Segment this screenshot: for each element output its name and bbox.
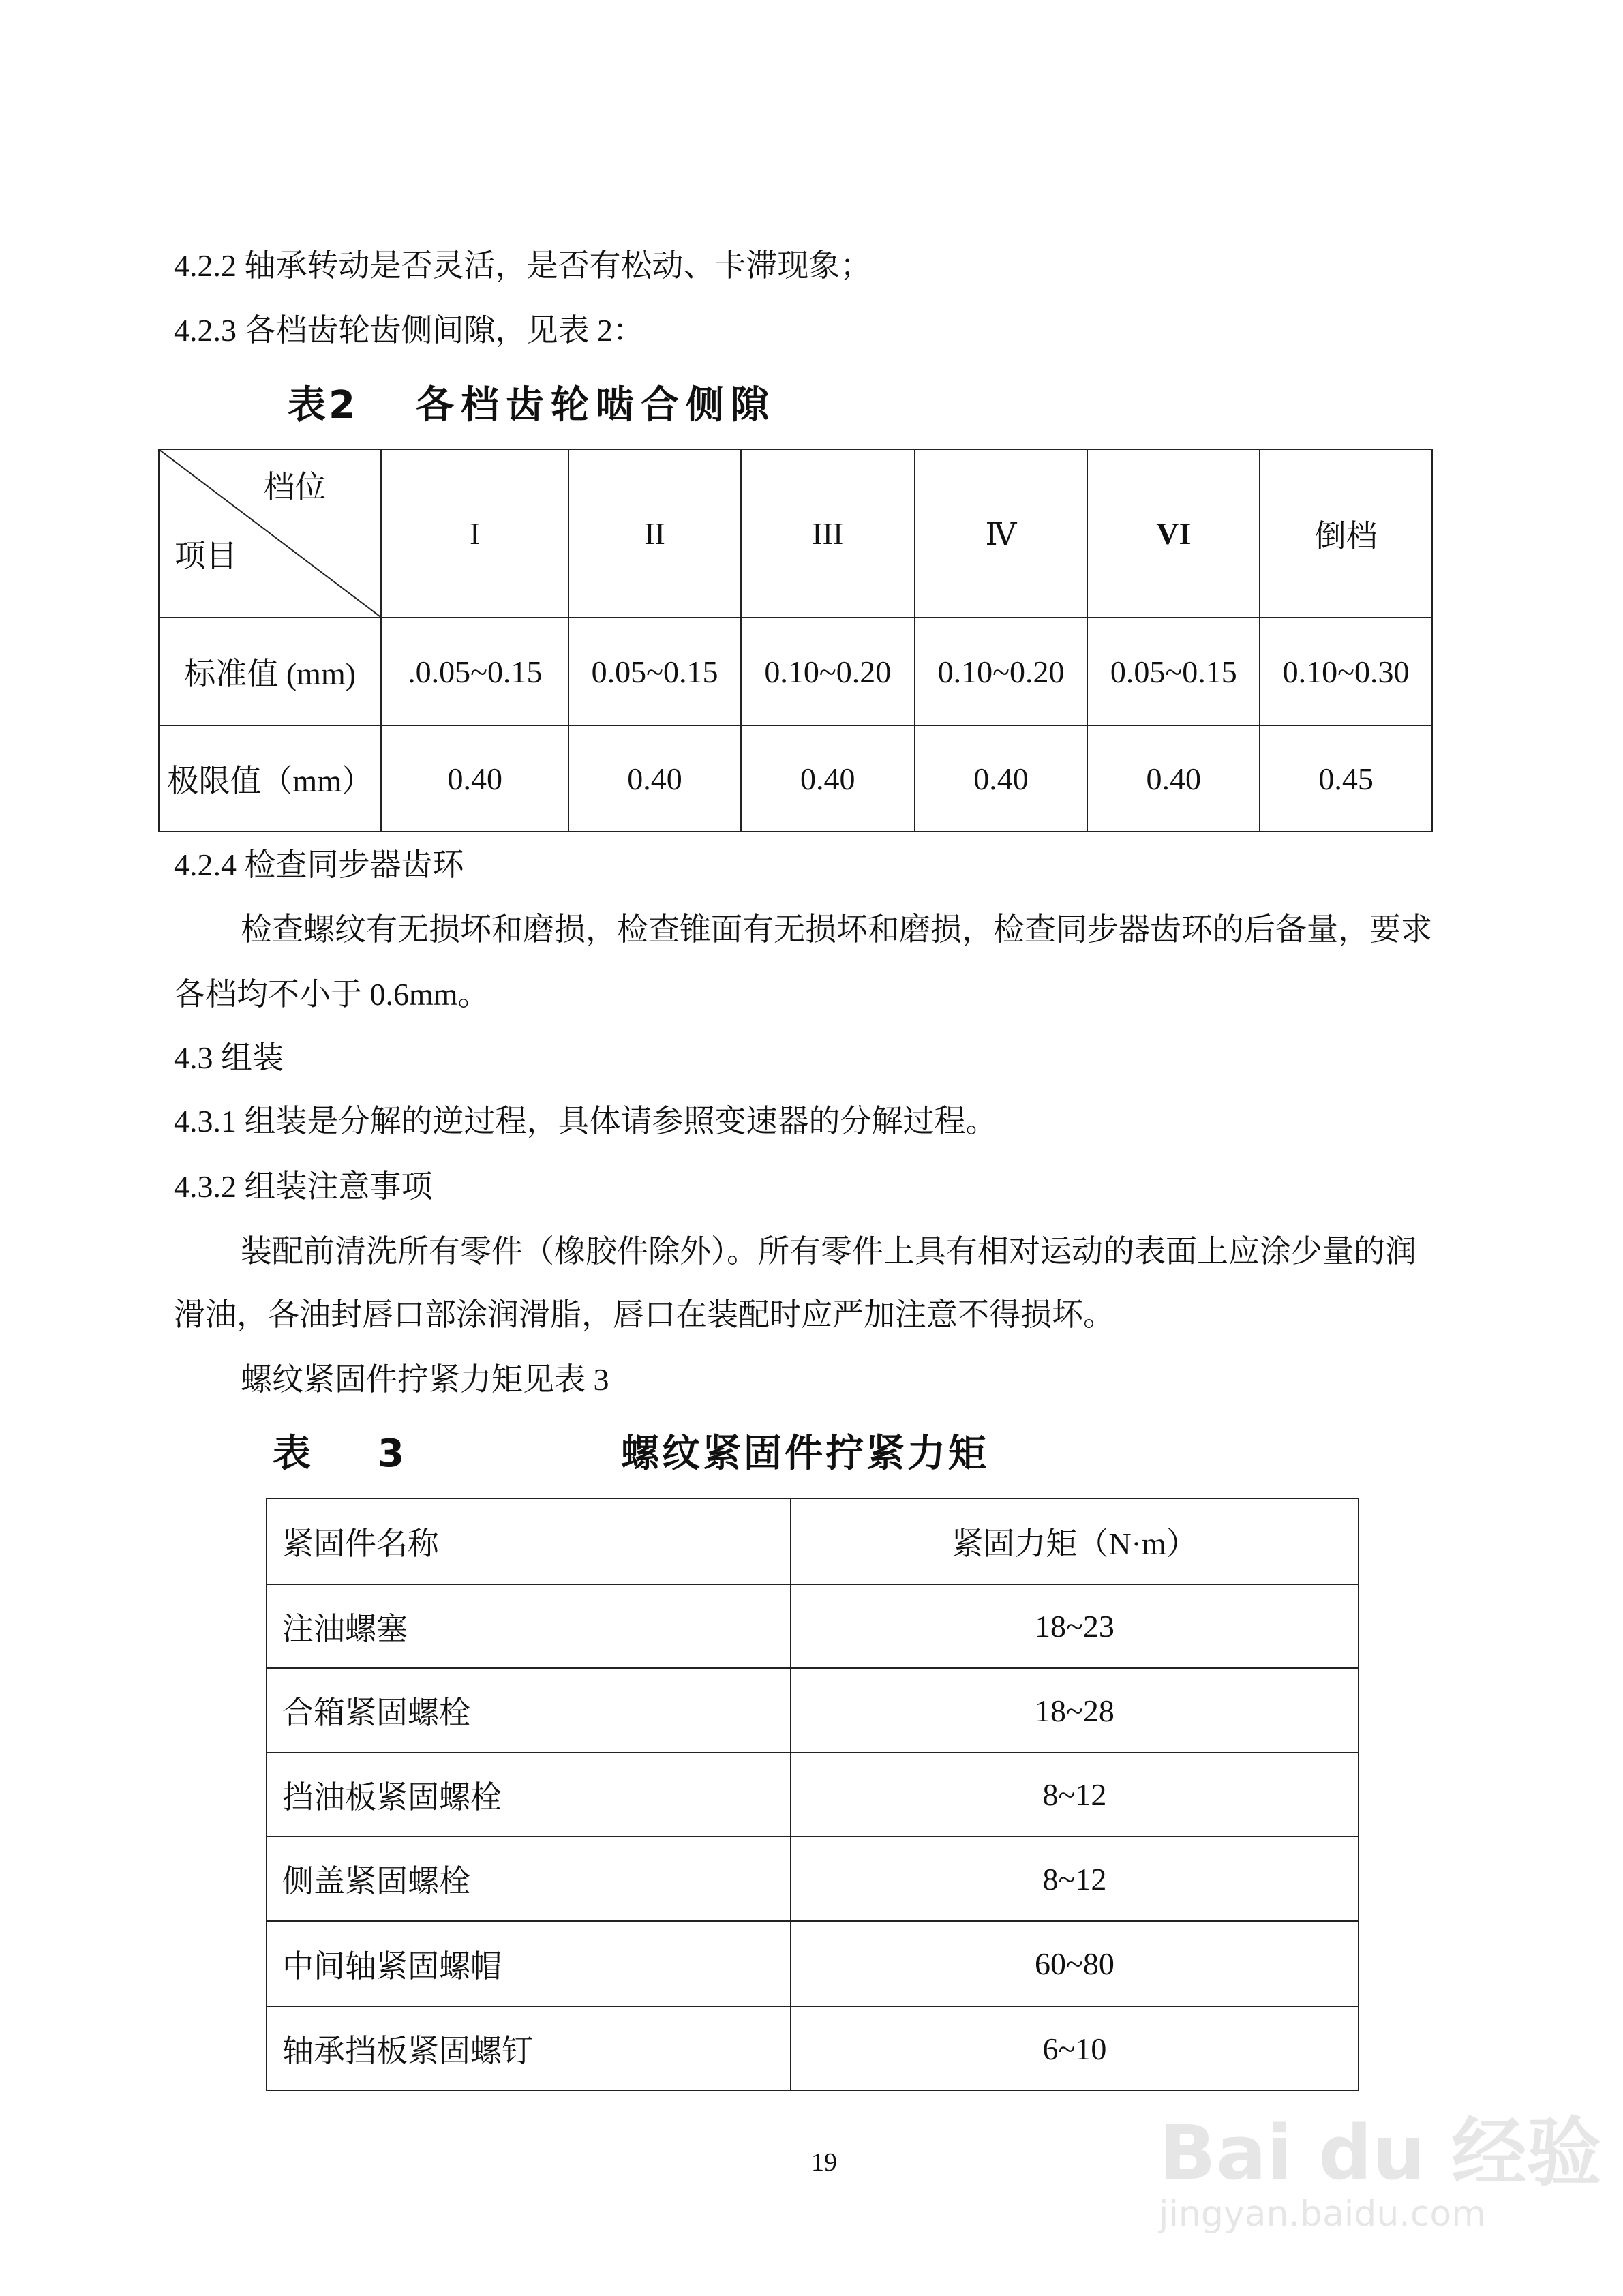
cell: 6~10 <box>791 2006 1359 2091</box>
section-4-3: 4.3 组装 <box>174 1040 284 1075</box>
cell: 0.05~0.15 <box>568 618 741 725</box>
table-header-row <box>159 449 1432 618</box>
paragraph: 螺纹紧固件拧紧力矩见表 3 <box>241 1362 609 1397</box>
cell: 挡油板紧固螺栓 <box>267 1753 791 1837</box>
page-number: 19 <box>811 2148 837 2177</box>
table-row <box>267 1753 1359 1837</box>
corner-item-label: 项目 <box>175 539 237 573</box>
table-row <box>267 1668 1359 1753</box>
table-header-row <box>267 1498 1359 1584</box>
table-row <box>267 2006 1359 2091</box>
header-cell: 紧固力矩（N·m） <box>791 1498 1359 1584</box>
table3-label: 表 3 <box>273 1432 407 1476</box>
cell: 0.10~0.20 <box>915 618 1088 725</box>
table3-title: 螺纹紧固件拧紧力矩 <box>621 1432 989 1476</box>
table2-title: 各档齿轮啮合侧隙 <box>416 383 776 427</box>
cell: 8~12 <box>791 1753 1359 1837</box>
cell: 0.40 <box>915 725 1088 832</box>
gear-header: Ⅳ <box>915 449 1088 618</box>
table2-label: 表2 <box>288 383 358 427</box>
section-4-2-3: 4.2.3 各档齿轮齿侧间隙，见表 2： <box>174 313 644 348</box>
cell: 0.05~0.15 <box>1087 618 1260 725</box>
paragraph: 滑油，各油封唇口部涂润滑脂，唇口在装配时应严加注意不得损坏。 <box>174 1297 1114 1332</box>
gear-header: VI <box>1087 449 1260 618</box>
cell: 合箱紧固螺栓 <box>267 1668 791 1753</box>
cell: 0.45 <box>1260 725 1432 832</box>
table-row <box>159 618 1432 725</box>
cell: 18~28 <box>791 1668 1359 1753</box>
paragraph: 检查螺纹有无损坏和磨损，检查锥面有无损坏和磨损，检查同步器齿环的后备量，要求 <box>241 912 1432 947</box>
gear-header: II <box>568 449 741 618</box>
cell: 0.10~0.30 <box>1260 618 1432 725</box>
cell: 中间轴紧固螺帽 <box>267 1921 791 2006</box>
table-row <box>267 1837 1359 1921</box>
torque-table <box>266 1498 1359 2091</box>
cell: 0.40 <box>568 725 741 832</box>
section-4-2-2: 4.2.2 轴承转动是否灵活，是否有松动、卡滞现象； <box>174 248 872 283</box>
corner-cell <box>159 449 381 618</box>
corner-gear-label: 档位 <box>263 470 327 504</box>
watermark-brand: Bai du 经验 <box>1159 2109 1602 2196</box>
cell: 60~80 <box>791 1921 1359 2006</box>
cell: 轴承挡板紧固螺钉 <box>267 2006 791 2091</box>
baidu-watermark <box>1159 2093 1601 2235</box>
watermark-url: jingyan.baidu.com <box>1159 2194 1486 2235</box>
header-cell: 紧固件名称 <box>267 1498 791 1584</box>
cell: .0.05~0.15 <box>381 618 568 725</box>
cell: 18~23 <box>791 1584 1359 1668</box>
cell: 8~12 <box>791 1837 1359 1921</box>
cell: 0.10~0.20 <box>741 618 915 725</box>
gear-header: 倒档 <box>1260 449 1432 618</box>
cell: 0.40 <box>1087 725 1260 832</box>
gear-header: I <box>381 449 568 618</box>
paragraph: 装配前清洗所有零件（橡胶件除外）。所有零件上具有相对运动的表面上应涂少量的润 <box>241 1234 1416 1269</box>
cell: 0.40 <box>741 725 915 832</box>
table-row <box>267 1921 1359 2006</box>
section-4-3-1: 4.3.1 组装是分解的逆过程，具体请参照变速器的分解过程。 <box>174 1104 997 1138</box>
table-row <box>159 725 1432 832</box>
gear-backlash-table <box>158 449 1433 832</box>
cell: 侧盖紧固螺栓 <box>267 1837 791 1921</box>
row-label: 标准值 (mm) <box>159 618 381 725</box>
cell: 0.40 <box>381 725 568 832</box>
section-4-3-2: 4.3.2 组装注意事项 <box>174 1169 433 1204</box>
gear-header: III <box>741 449 915 618</box>
row-label: 极限值（mm） <box>159 725 381 832</box>
paragraph: 各档均不小于 0.6mm。 <box>174 977 489 1012</box>
cell: 注油螺塞 <box>267 1584 791 1668</box>
section-4-2-4: 4.2.4 检查同步器齿环 <box>174 847 464 882</box>
table-row <box>267 1584 1359 1668</box>
